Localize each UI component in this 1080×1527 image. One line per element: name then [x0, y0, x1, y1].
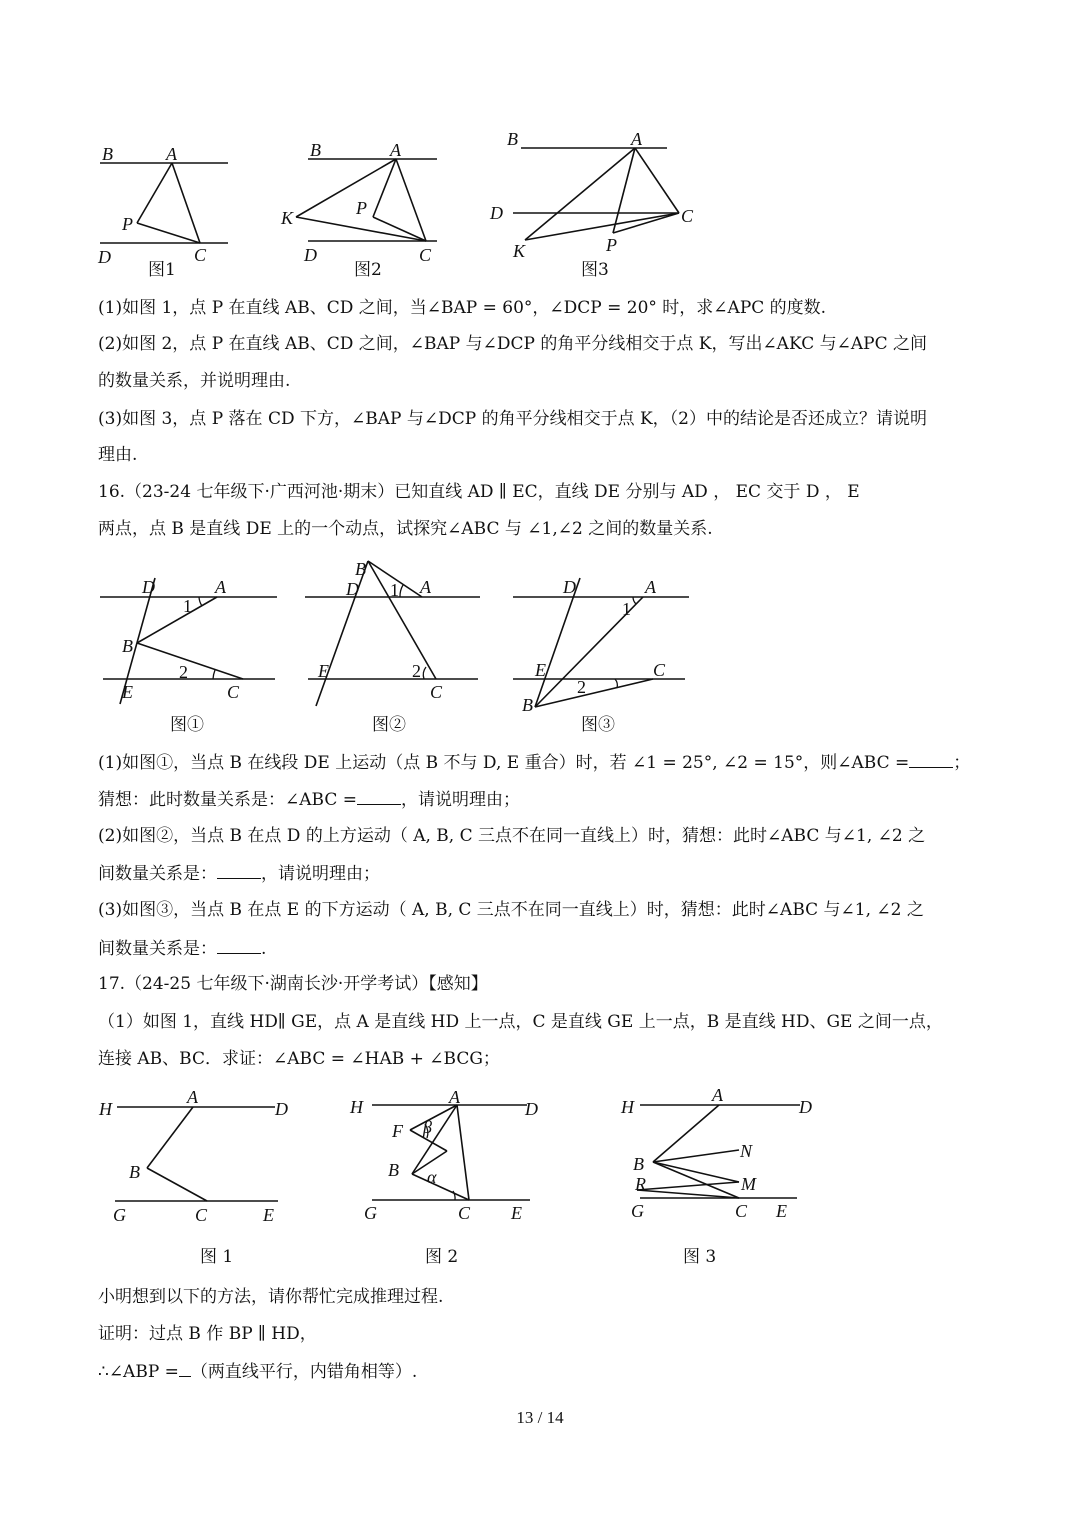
label-P: P: [122, 214, 133, 234]
label-A: A: [166, 144, 177, 164]
label-angle-1: 1: [183, 596, 192, 616]
label-A: A: [215, 577, 226, 597]
label-alpha: α: [427, 1167, 437, 1187]
label-G: G: [364, 1203, 377, 1223]
p16-q1-guess: 猜想：此时数量关系是：∠ABC =: [98, 790, 357, 810]
p16-statement-line1: 16.（23-24 七年级下·广西河池·期末）已知直线 AD ∥ EC，直线 DE 分别与 AD ， EC 交于 D ， E: [98, 482, 860, 502]
caption-fig3: 图③: [581, 715, 615, 735]
label-B: B: [355, 559, 366, 579]
caption-fig1: 图①: [170, 715, 204, 735]
label-C: C: [194, 245, 207, 265]
label-D: D: [799, 1097, 812, 1117]
label-D: D: [563, 577, 576, 597]
label-A: A: [712, 1085, 723, 1105]
answer-blank[interactable]: [357, 788, 401, 805]
caption-fig3: 图3: [581, 260, 609, 280]
label-B: B: [522, 695, 533, 715]
label-C: C: [227, 682, 240, 702]
label-K: K: [281, 208, 294, 228]
label-beta: β: [423, 1117, 432, 1137]
label-R: R: [635, 1174, 646, 1194]
p15-figure-2: [270, 135, 450, 285]
p17-figure-3: [615, 1086, 830, 1273]
label-B: B: [122, 636, 133, 656]
label-C: C: [430, 682, 443, 702]
page-number: 13 / 14: [516, 1408, 564, 1427]
p17-proof-start: 证明：过点 B 作 BP ∥ HD，: [98, 1324, 317, 1344]
p17-line2: 连接 AB、BC．求证：∠ABC = ∠HAB + ∠BCG；: [98, 1049, 500, 1069]
p16-figure-1: [95, 570, 290, 740]
p15-figure-1: [90, 135, 250, 285]
caption-fig2: 图2: [354, 260, 382, 280]
label-M: M: [741, 1174, 756, 1194]
p17-fig2-lines: [345, 1088, 545, 1273]
answer-blank[interactable]: [909, 751, 953, 768]
p15-figure-3: [485, 125, 705, 285]
label-N: N: [740, 1141, 753, 1161]
label-A: A: [631, 129, 642, 149]
label-A: A: [390, 140, 401, 160]
label-B: B: [633, 1154, 644, 1174]
p17-figure-1: [95, 1088, 295, 1273]
p16-q2-line1: (2)如图②，当点 B 在点 D 的上方运动（ A, B, C 三点不在同一直线上）时，猜想：此时∠ABC 与∠1, ∠2 之: [98, 826, 926, 846]
p16-q1-guess-suffix: ，请说明理由；: [400, 790, 520, 810]
p16-q3-line2: [98, 937, 266, 960]
label-H: H: [621, 1097, 634, 1117]
label-E: E: [535, 660, 546, 680]
p16-q2-line2: [98, 862, 380, 885]
label-D: D: [525, 1099, 538, 1119]
p16-q1-line2: [98, 788, 520, 811]
p15-q2-line2: 的数量关系，并说明理由.: [98, 371, 291, 391]
label-B: B: [129, 1162, 140, 1182]
label-D: D: [275, 1099, 288, 1119]
p17-method: 小明想到以下的方法，请你帮忙完成推理过程.: [98, 1287, 444, 1307]
label-D: D: [490, 203, 503, 223]
p16-q2-suffix: ，请说明理由；: [261, 864, 380, 884]
label-E: E: [122, 682, 133, 702]
label-angle-1: 1: [622, 599, 631, 619]
p15-q3-line2: 理由.: [98, 445, 138, 465]
caption-fig1: 图1: [148, 260, 176, 280]
p17-line1: （1）如图 1，直线 HD∥ GE，点 A 是直线 HD 上一点，C 是直线 GE 上一点，B 是直线 HD、GE 之间一点，: [98, 1012, 943, 1032]
label-E: E: [511, 1203, 522, 1223]
label-C: C: [458, 1203, 471, 1223]
p15-q1: (1)如图 1，点 P 在直线 AB、CD 之间，当∠BAP = 60°，∠DCP = 20° 时，求∠APC 的度数.: [98, 298, 827, 318]
caption-fig3: 图 3: [683, 1247, 717, 1267]
label-angle-2: 2: [179, 662, 188, 682]
label-D: D: [304, 245, 317, 265]
p16-q3-suffix: .: [261, 939, 267, 959]
label-C: C: [653, 660, 666, 680]
label-C: C: [735, 1201, 748, 1221]
p15-q2-line1: (2)如图 2，点 P 在直线 AB、CD 之间，∠BAP 与∠DCP 的角平分线相交于点 K，写出∠AKC 与∠APC 之间: [98, 334, 927, 354]
p17-proof-text: ∴∠ABP =: [98, 1362, 179, 1382]
p16-figure-3: [505, 570, 705, 740]
p16-q3-text: 间数量关系是：: [98, 939, 217, 959]
label-G: G: [631, 1201, 644, 1221]
label-K: K: [513, 241, 526, 261]
p16-figure-2: [300, 556, 490, 740]
label-E: E: [318, 661, 329, 681]
answer-blank[interactable]: [179, 1360, 191, 1377]
label-B: B: [507, 129, 518, 149]
p16-q1-text: (1)如图①，当点 B 在线段 DE 上运动（点 B 不与 D, E 重合）时，若 ∠1 = 25°, ∠2 = 15°，则∠ABC =: [98, 753, 910, 773]
p17-fig3-lines: [615, 1086, 830, 1273]
label-G: G: [113, 1205, 126, 1225]
label-B: B: [102, 144, 113, 164]
p15-q3-line1: (3)如图 3，点 P 落在 CD 下方，∠BAP 与∠DCP 的角平分线相交于点 K，（2）中的结论是否还成立？请说明: [98, 409, 927, 429]
p16-q2-text: 间数量关系是：: [98, 864, 217, 884]
label-angle-2: 2: [412, 661, 421, 681]
p16-q1-line1: [98, 751, 970, 774]
p17-proof-reason: （两直线平行，内错角相等）.: [190, 1362, 418, 1382]
caption-fig2: 图 2: [425, 1247, 459, 1267]
label-angle-1: 1: [390, 580, 399, 600]
p17-header: 17.（24-25 七年级下·湖南长沙·开学考试）【感知】: [98, 974, 488, 994]
label-A: A: [449, 1087, 460, 1107]
label-P: P: [606, 235, 617, 255]
label-A: A: [420, 577, 431, 597]
label-D: D: [142, 577, 155, 597]
label-P: P: [356, 198, 367, 218]
label-angle-2: 2: [577, 677, 586, 697]
answer-blank[interactable]: [217, 862, 261, 879]
label-C: C: [195, 1205, 208, 1225]
label-F: F: [392, 1121, 403, 1141]
caption-fig1: 图 1: [200, 1247, 234, 1267]
p17-figure-2: [345, 1088, 545, 1273]
label-A: A: [645, 577, 656, 597]
caption-fig2: 图②: [372, 715, 406, 735]
label-C: C: [681, 206, 694, 226]
p16-statement-line2: 两点，点 B 是直线 DE 上的一个动点，试探究∠ABC 与 ∠1,∠2 之间的数量关系.: [98, 519, 713, 539]
label-H: H: [99, 1099, 112, 1119]
label-A: A: [187, 1087, 198, 1107]
answer-blank[interactable]: [217, 937, 261, 954]
p17-fig1-lines: [95, 1088, 295, 1273]
label-B: B: [310, 140, 321, 160]
label-E: E: [263, 1205, 274, 1225]
p16-q3-line1: (3)如图③，当点 B 在点 E 的下方运动（ A, B, C 三点不在同一直线上）时，猜想：此时∠ABC 与∠1, ∠2 之: [98, 900, 924, 920]
label-D: D: [98, 247, 111, 267]
p17-proof-step: [98, 1360, 417, 1383]
label-C: C: [419, 245, 432, 265]
label-H: H: [350, 1097, 363, 1117]
p16-q1-suffix: ；: [953, 753, 971, 773]
label-E: E: [776, 1201, 787, 1221]
label-D: D: [346, 579, 359, 599]
label-B: B: [388, 1160, 399, 1180]
